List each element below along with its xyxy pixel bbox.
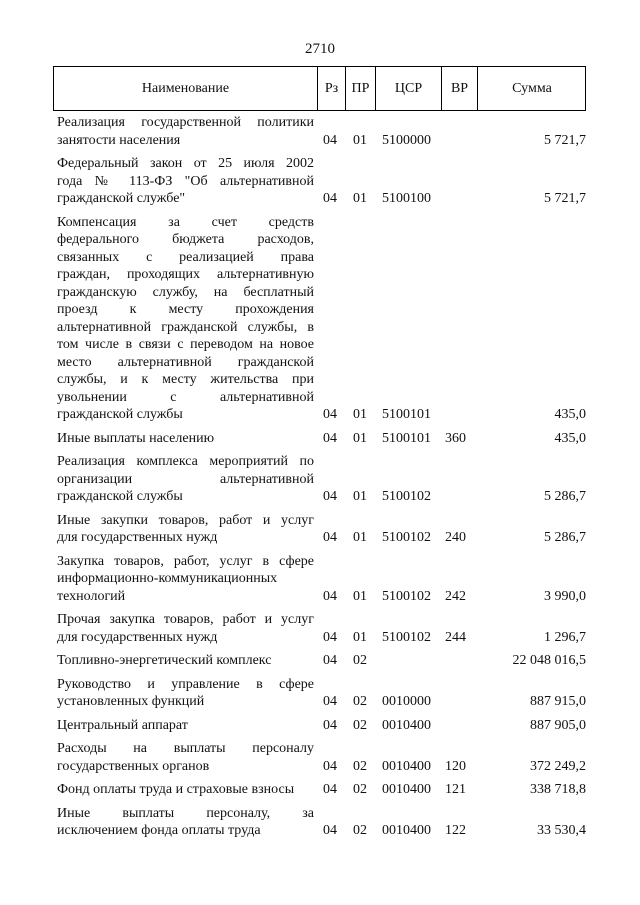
row-rz: 04 bbox=[323, 694, 337, 709]
row-rz: 04 bbox=[323, 407, 337, 422]
row-sum: 887 905,0 bbox=[530, 717, 586, 733]
row-name-line: Иные закупки товаров, работ и услуг bbox=[57, 512, 314, 528]
row-sum: 3 990,0 bbox=[544, 588, 586, 604]
row-sum: 5 286,7 bbox=[544, 489, 586, 504]
row-rz: 04 bbox=[323, 132, 337, 148]
row-vr: 122 bbox=[445, 823, 466, 838]
row-vr: 244 bbox=[445, 629, 466, 645]
row-csr: 0010400 bbox=[382, 823, 431, 838]
row-name-line: исключением фонда оплаты труда bbox=[57, 823, 261, 838]
row-rz: 04 bbox=[323, 758, 337, 774]
row-vr: 120 bbox=[445, 758, 466, 774]
row-name-line: гражданской службе" bbox=[57, 191, 186, 206]
row-name bbox=[57, 512, 314, 547]
row-name bbox=[57, 453, 314, 506]
row-name-line: установленных функций bbox=[57, 694, 205, 709]
row-name-line: гражданскую службу, на бесплатный bbox=[57, 284, 314, 300]
table-row bbox=[53, 740, 613, 775]
header-rz: Рз bbox=[317, 67, 345, 110]
row-name-line: граждан, проходящих альтернативную bbox=[57, 267, 314, 282]
table-row bbox=[53, 781, 613, 799]
row-pr: 02 bbox=[353, 653, 367, 668]
row-name-line: организации альтернативной bbox=[57, 471, 314, 487]
row-csr: 5100100 bbox=[382, 191, 431, 206]
row-name-line: Иные выплаты населению bbox=[57, 430, 215, 446]
row-csr: 5100101 bbox=[382, 430, 431, 446]
row-name bbox=[57, 805, 314, 840]
row-rz: 04 bbox=[323, 782, 337, 797]
row-name bbox=[57, 611, 314, 646]
row-name-line: государственных органов bbox=[57, 758, 210, 774]
row-csr: 5100101 bbox=[382, 407, 431, 422]
row-name-line: том числе в связи с переводом на новое bbox=[57, 337, 314, 352]
row-name-line: Компенсация за счет средств bbox=[57, 214, 314, 230]
row-rz: 04 bbox=[323, 430, 337, 446]
row-pr: 02 bbox=[353, 717, 367, 733]
row-rz: 04 bbox=[323, 653, 337, 668]
row-vr: 240 bbox=[445, 530, 466, 545]
row-sum: 33 530,4 bbox=[537, 823, 586, 838]
row-csr: 5100102 bbox=[382, 588, 431, 604]
row-sum: 435,0 bbox=[554, 407, 586, 422]
row-name-line: Реализация комплекса мероприятий по bbox=[57, 454, 314, 469]
row-rz: 04 bbox=[323, 629, 337, 645]
header-name: Наименование bbox=[141, 80, 230, 96]
row-pr: 02 bbox=[353, 823, 367, 838]
row-rz: 04 bbox=[323, 530, 337, 545]
table-row bbox=[53, 553, 613, 606]
row-pr: 01 bbox=[353, 132, 367, 148]
row-name-line: связанных с реализацией права bbox=[57, 249, 314, 265]
row-pr: 01 bbox=[353, 489, 367, 504]
row-name-line: Фонд оплаты труда и страховые взносы bbox=[57, 782, 295, 797]
row-sum: 338 718,8 bbox=[530, 782, 586, 797]
row-name bbox=[57, 717, 314, 735]
row-csr: 5100102 bbox=[382, 530, 431, 545]
header-csr: ЦСР bbox=[375, 67, 441, 110]
row-name bbox=[57, 214, 314, 424]
row-name bbox=[57, 155, 314, 208]
row-rz: 04 bbox=[323, 588, 337, 604]
table-row bbox=[53, 676, 613, 711]
row-rz: 04 bbox=[323, 489, 337, 504]
row-csr: 5100000 bbox=[382, 132, 431, 148]
row-name-line: информационно-коммуникационных bbox=[57, 571, 278, 586]
header-pr: ПР bbox=[345, 67, 375, 110]
row-csr: 0010000 bbox=[382, 694, 431, 709]
row-name-line: для государственных нужд bbox=[57, 629, 218, 645]
table-row bbox=[53, 652, 613, 670]
row-name-line: альтернативной гражданской службы, в bbox=[57, 319, 314, 335]
row-sum: 372 249,2 bbox=[530, 758, 586, 774]
row-name-line: проезд к месту прохождения bbox=[57, 302, 314, 317]
table-row bbox=[53, 805, 613, 840]
header-sum: Сумма bbox=[477, 67, 586, 110]
header-vr: ВР bbox=[441, 67, 477, 110]
row-pr: 01 bbox=[353, 407, 367, 422]
table-row bbox=[53, 512, 613, 547]
row-name bbox=[57, 740, 314, 775]
row-name-line: гражданской службы bbox=[57, 489, 183, 504]
row-name bbox=[57, 676, 314, 711]
row-pr: 02 bbox=[353, 758, 367, 774]
row-pr: 01 bbox=[353, 191, 367, 206]
row-csr: 0010400 bbox=[382, 758, 431, 774]
row-name-line: Реализация государственной политики bbox=[57, 115, 314, 130]
row-rz: 04 bbox=[323, 717, 337, 733]
row-name-line: для государственных нужд bbox=[57, 530, 218, 545]
row-sum: 5 286,7 bbox=[544, 530, 586, 545]
row-sum: 1 296,7 bbox=[544, 629, 586, 645]
row-name-line: Федеральный закон от 25 июля 2002 bbox=[57, 156, 314, 171]
table-row bbox=[53, 155, 613, 208]
row-vr: 121 bbox=[445, 782, 466, 797]
row-name-line: увольнении с альтернативной bbox=[57, 389, 314, 405]
row-vr: 360 bbox=[445, 430, 466, 446]
row-name-line: гражданской службы bbox=[57, 407, 183, 422]
row-name bbox=[57, 553, 314, 606]
row-name-line: Расходы на выплаты персоналу bbox=[57, 741, 314, 756]
table-row bbox=[53, 214, 613, 424]
table-row bbox=[53, 114, 613, 149]
table-row bbox=[53, 717, 613, 735]
row-name-line: Топливно-энергетический комплекс bbox=[57, 653, 272, 668]
row-pr: 02 bbox=[353, 782, 367, 797]
page-number: 2710 bbox=[305, 41, 335, 57]
row-name-line: федерального бюджета расходов, bbox=[57, 232, 314, 247]
row-name-line: занятости населения bbox=[57, 132, 181, 148]
row-name-line: года № 113-ФЗ "Об альтернативной bbox=[57, 173, 314, 189]
table-header bbox=[53, 66, 586, 111]
row-sum: 887 915,0 bbox=[530, 694, 586, 709]
row-name-line: службы, и к месту жительства при bbox=[57, 372, 314, 387]
row-name-line: Руководство и управление в сфере bbox=[57, 676, 314, 692]
row-name bbox=[57, 114, 314, 149]
row-name-line: Центральный аппарат bbox=[57, 717, 188, 733]
table-row bbox=[53, 611, 613, 646]
row-name-line: Прочая закупка товаров, работ и услуг bbox=[57, 612, 314, 627]
row-pr: 01 bbox=[353, 588, 367, 604]
row-pr: 01 bbox=[353, 430, 367, 446]
row-sum: 435,0 bbox=[554, 430, 586, 446]
row-pr: 01 bbox=[353, 629, 367, 645]
row-sum: 5 721,7 bbox=[544, 191, 586, 206]
row-csr: 0010400 bbox=[382, 717, 431, 733]
row-name bbox=[57, 430, 314, 448]
table-row bbox=[53, 453, 613, 506]
row-pr: 01 bbox=[353, 530, 367, 545]
row-rz: 04 bbox=[323, 191, 337, 206]
row-name-line: место альтернативной гражданской bbox=[57, 354, 314, 370]
row-csr: 5100102 bbox=[382, 489, 431, 504]
row-sum: 5 721,7 bbox=[544, 132, 586, 148]
row-name-line: Иные выплаты персоналу, за bbox=[57, 805, 314, 821]
table-row bbox=[53, 430, 613, 448]
row-sum: 22 048 016,5 bbox=[512, 653, 586, 668]
row-rz: 04 bbox=[323, 823, 337, 838]
row-vr: 242 bbox=[445, 588, 466, 604]
row-csr: 0010400 bbox=[382, 782, 431, 797]
row-pr: 02 bbox=[353, 694, 367, 709]
row-name bbox=[57, 652, 314, 670]
row-csr: 5100102 bbox=[382, 629, 431, 645]
row-name bbox=[57, 781, 314, 799]
row-name-line: Закупка товаров, работ, услуг в сфере bbox=[57, 553, 314, 569]
row-name-line: технологий bbox=[57, 588, 126, 604]
